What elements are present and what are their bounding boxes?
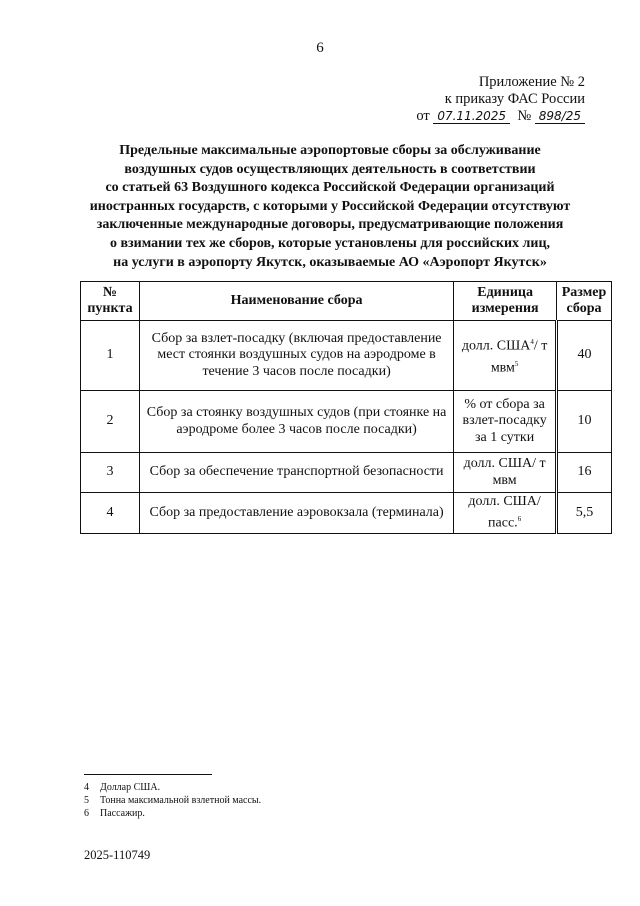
row-unit: долл. США/ пасс.$^6$	[454, 493, 557, 534]
document-code: 2025-110749	[84, 848, 151, 862]
handwritten-date: 07.11.2025	[433, 109, 510, 124]
fees-table	[80, 281, 612, 534]
header-amount: Размер сбора	[557, 282, 612, 321]
row-number: 2	[81, 391, 140, 453]
table-row	[81, 493, 612, 534]
document-title	[60, 142, 600, 272]
row-amount: 40	[557, 321, 612, 391]
title-line: заключенные международные договоры, предусматривающие положения	[96, 217, 564, 233]
footnote-divider	[84, 774, 212, 775]
title-line: о взимании тех же сборов, которые установлены для российских лиц,	[109, 235, 551, 251]
footnote: 4 Доллар США.	[84, 782, 161, 793]
row-number: 4	[81, 493, 140, 534]
row-fee-name: Сбор за взлет-посадку (включая предоставление мест стоянки воздушных судов на аэродроме в течение 3 часов после посадки)	[139, 321, 453, 391]
appendix-order-ref: к приказу ФАС России	[444, 91, 585, 107]
footnote: 6 Пассажир.	[84, 808, 145, 819]
table-header-row	[81, 282, 612, 321]
row-fee-name: Сбор за предоставление аэровокзала (терминала)	[139, 493, 453, 534]
row-fee-name: Сбор за обеспечение транспортной безопасности	[139, 453, 453, 493]
table-row	[81, 321, 612, 391]
header-unit: Единица измерения	[454, 282, 557, 321]
row-unit: долл. США$^4$/ т мвм$^5$	[454, 321, 557, 391]
date-prefix: от	[416, 108, 430, 124]
title-line: иностранных государств, с которыми у Российской Федерации отсутствуют	[89, 198, 571, 214]
footnote: 5 Тонна максимальной взлетной массы.	[84, 795, 262, 806]
table-row	[81, 453, 612, 493]
title-line: Предельные максимальные аэропортовые сборы за обслуживание	[119, 143, 541, 158]
handwritten-number: 898/25	[535, 109, 585, 124]
appendix-title: Приложение № 2	[478, 74, 585, 90]
row-fee-name: Сбор за стоянку воздушных судов (при стоянке на аэродроме более 3 часов после посадки)	[139, 391, 453, 453]
row-unit: долл. США/ т мвм	[454, 453, 557, 493]
header-number: № пункта	[81, 282, 140, 321]
row-number: 3	[81, 453, 140, 493]
page-number: 6	[316, 40, 324, 56]
header-fee-name: Наименование сбора	[139, 282, 453, 321]
row-amount: 10	[557, 391, 612, 453]
number-prefix: №	[517, 108, 532, 124]
title-line: со статьей 63 Воздушного кодекса Российской Федерации организаций	[105, 180, 555, 196]
row-unit: % от сбора за взлет-посадку за 1 сутки	[454, 391, 557, 453]
title-line: на услуги в аэропорту Якутск, оказываемые АО «Аэропорт Якутск»	[113, 254, 547, 270]
row-amount: 5,5	[557, 493, 612, 534]
row-amount: 16	[557, 453, 612, 493]
title-line: воздушных судов осуществляющих деятельность в соответствии	[124, 161, 536, 177]
appendix-header	[380, 74, 585, 125]
appendix-date-number	[380, 108, 585, 125]
table-row	[81, 391, 612, 453]
footnotes	[84, 781, 261, 820]
row-number: 1	[81, 321, 140, 391]
